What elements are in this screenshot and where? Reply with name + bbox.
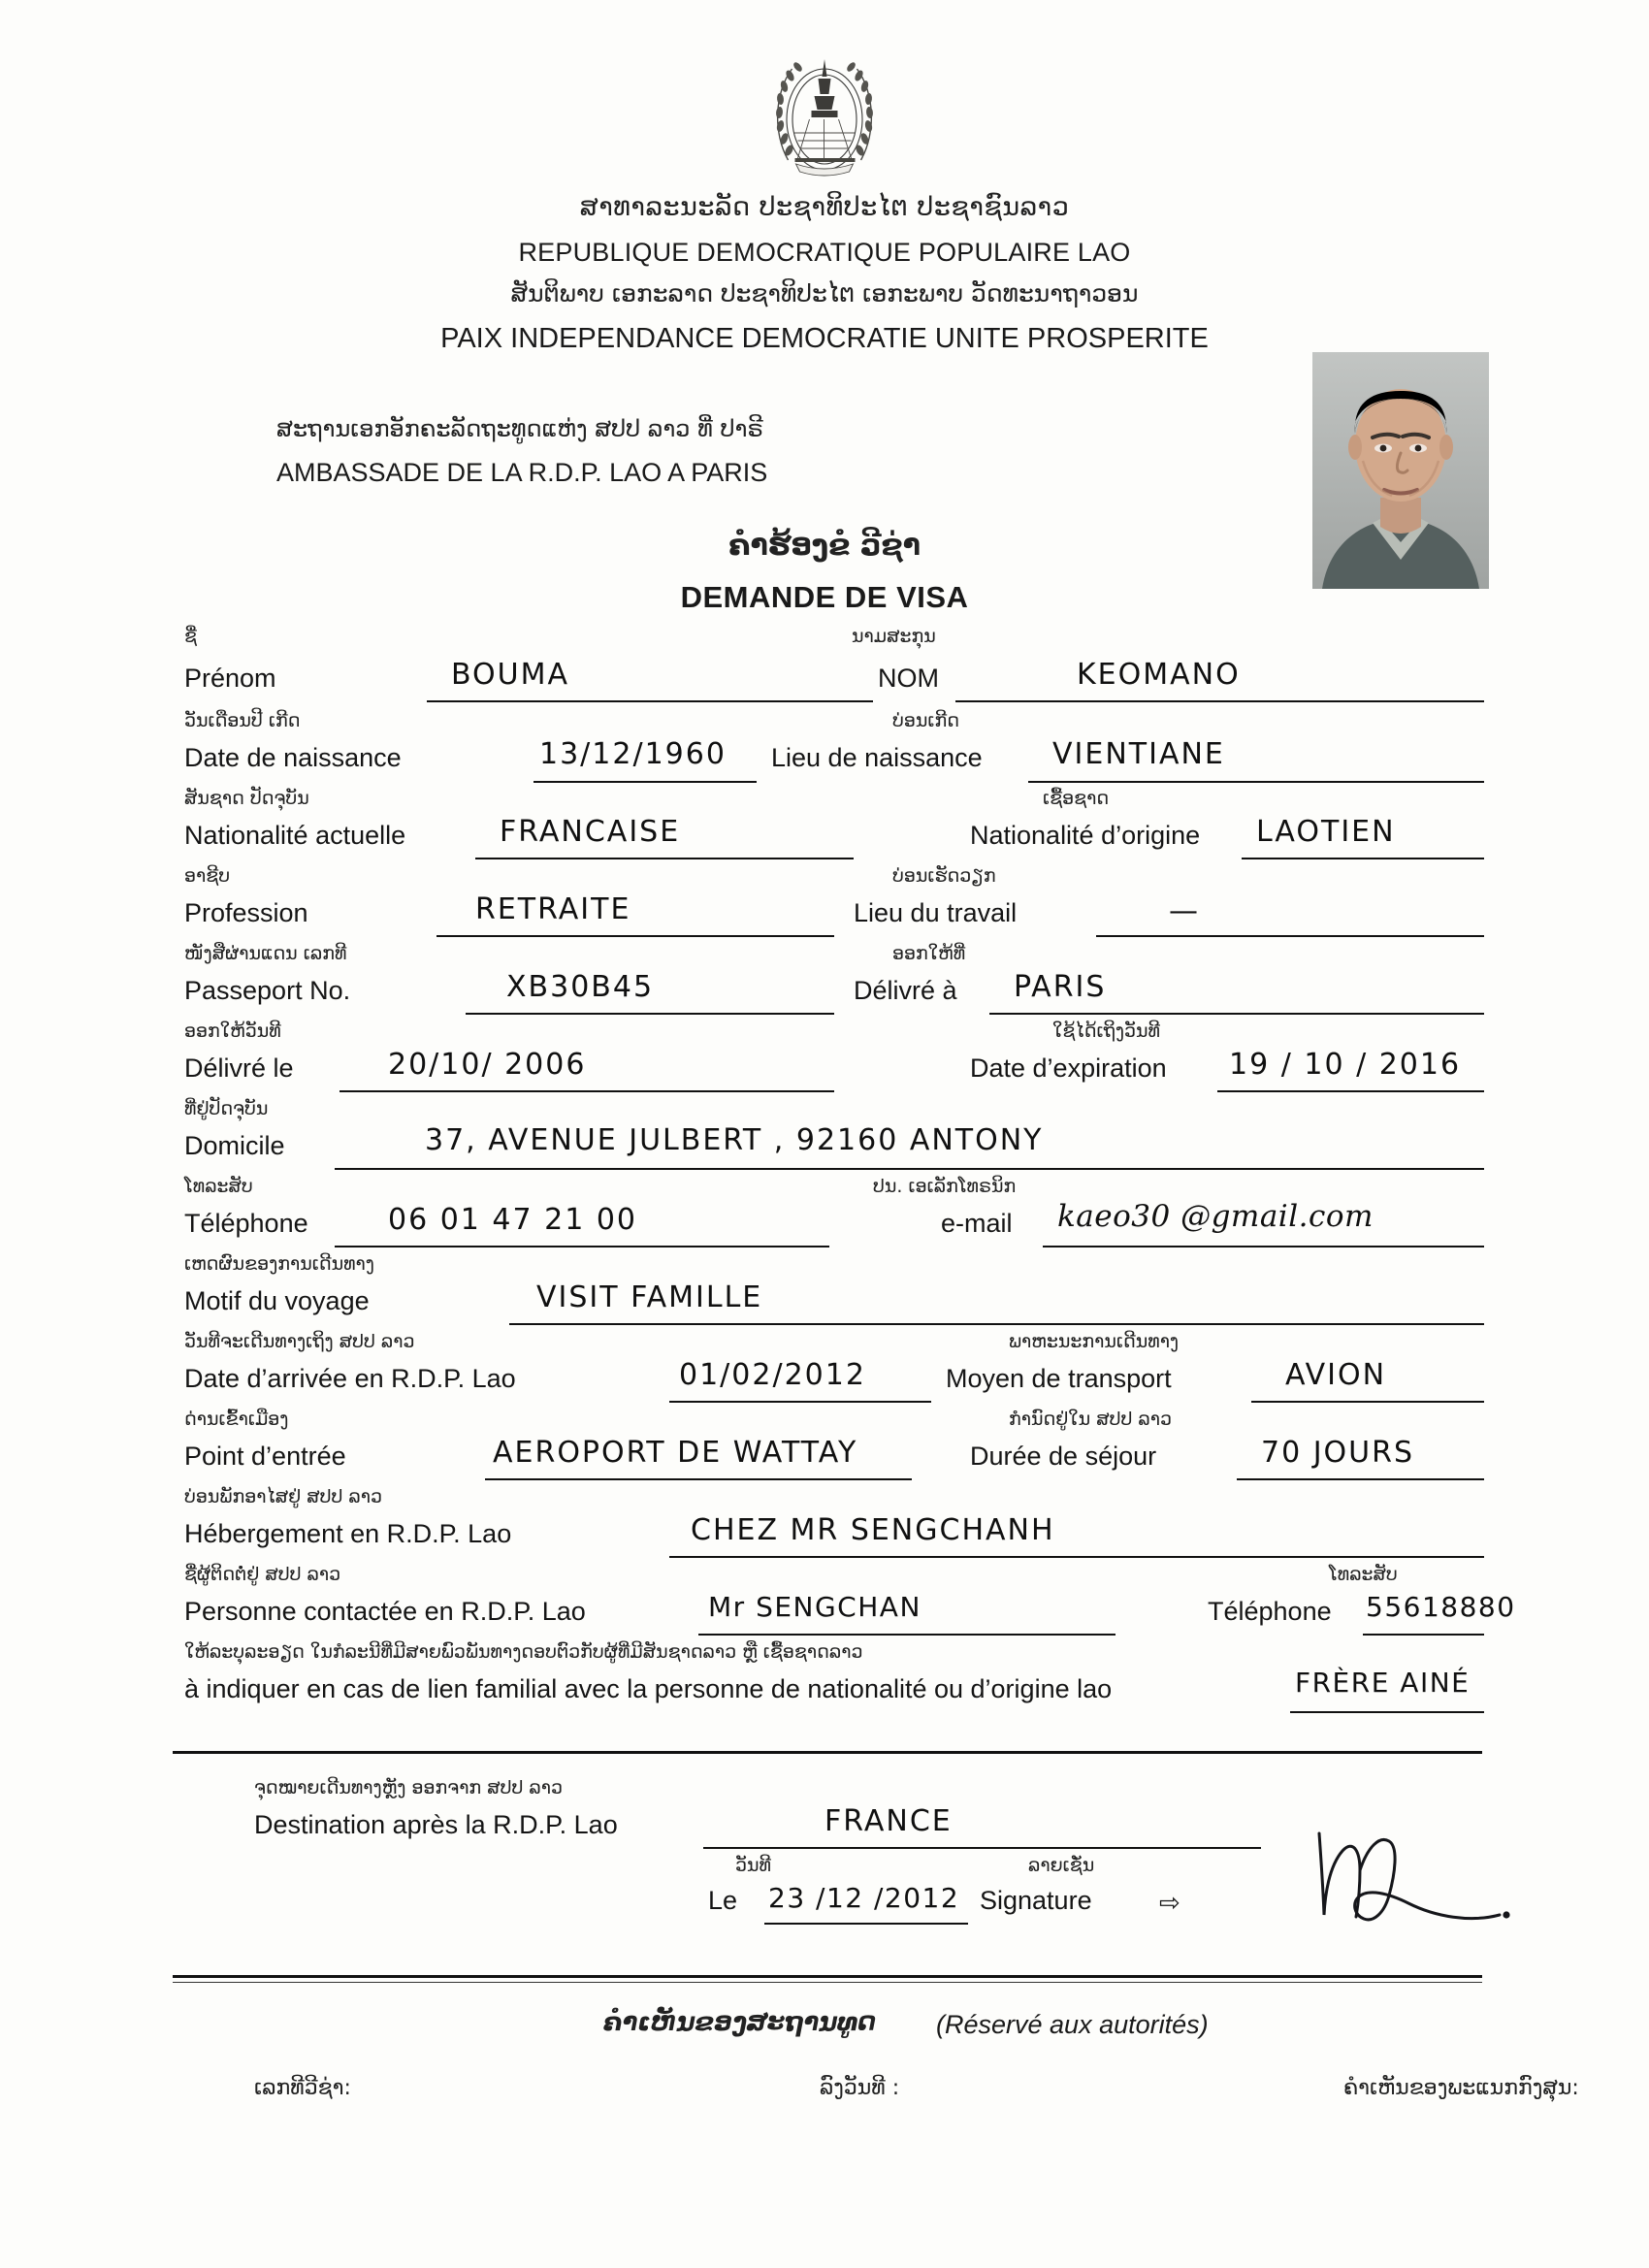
personne-contactee-label: Personne contactée en R.D.P. Lao xyxy=(184,1597,586,1626)
prenom-label: Prénom xyxy=(184,664,276,693)
hebergement-value[interactable]: CHEZ MR SENGCHANH xyxy=(691,1513,1055,1547)
delivre-a-label: Délivré à xyxy=(854,976,957,1005)
lien-familial-lao-label: ໃຫ້ລະບຸລະອຽດ ໃນກໍລະນີທີ່ມີສາຍພົວພັນທາງດອບຕົວກັບຜູ້ທີ່ມີສັນຊາດລາວ ຫຼື ເຊື້ອຊາດລາວ xyxy=(184,1641,863,1663)
signature-mark xyxy=(1300,1814,1523,1950)
nationalite-origine-value[interactable]: LAOTIEN xyxy=(1256,815,1396,849)
reserved-opinion-label: ຄຳເຫັນຂອງພະແນກກົງສຸນ: xyxy=(1343,2076,1579,2100)
delivre-le-rule xyxy=(340,1090,834,1092)
le-date-value[interactable]: 23 /12 /2012 xyxy=(768,1882,960,1914)
header-motto-fr-text: PAIX INDEPENDANCE DEMOCRATIE UNITE PROSPERITE xyxy=(440,323,1209,354)
lieu-naissance-lao-label: ບ່ອນເກີດ xyxy=(892,710,959,731)
lieu-travail-rule xyxy=(1096,935,1484,937)
point-entree-label: Point d’entrée xyxy=(184,1442,346,1471)
lieu-naissance-label: Lieu de naissance xyxy=(771,743,983,772)
prenom-lao-label: ຊື່ xyxy=(184,626,197,647)
date-arrivee-label: Date d’arrivée en R.D.P. Lao xyxy=(184,1364,516,1393)
embassy-name-fr: AMBASSADE DE LA R.D.P. LAO A PARIS xyxy=(276,458,768,487)
le-date-rule xyxy=(764,1923,968,1925)
date-arrivee-rule xyxy=(669,1401,931,1403)
reserved-lao-heading: ຄຳເຫັນຂອງສະຖານທູດ xyxy=(603,2008,876,2037)
lieu-naissance-rule xyxy=(1028,781,1484,783)
lieu-travail-lao-label: ບ່ອນເຮັດວຽກ xyxy=(892,865,996,887)
duree-sejour-value[interactable]: 70 JOURS xyxy=(1261,1436,1415,1470)
destination-label: Destination après la R.D.P. Lao xyxy=(254,1810,618,1839)
date-naissance-rule xyxy=(534,781,757,783)
date-arrivee-lao-label: ວັນທີຈະເດີນທາງເຖິງ ສປປ ລາວ xyxy=(184,1331,415,1352)
email-label: e-mail xyxy=(941,1209,1013,1238)
duree-sejour-lao-label: ກຳນົດຢູ່ໃນ ສປປ ລາວ xyxy=(1009,1409,1172,1430)
duree-sejour-rule xyxy=(1237,1478,1484,1480)
lao-national-emblem-icon xyxy=(769,44,881,189)
telephone-label: Téléphone xyxy=(184,1209,308,1238)
nationalite-origine-label: Nationalité d’origine xyxy=(970,821,1201,850)
signature-lao-label: ລາຍເຊັ່ນ xyxy=(1028,1855,1095,1876)
moyen-transport-rule xyxy=(1251,1401,1484,1403)
date-expiration-lao-label: ໃຊ້ໄດ້ເຖິງວັນທີ xyxy=(1052,1021,1160,1042)
personne-contactee-lao-label: ຊື່ຜູ້ຕິດຕໍ່ຢູ່ ສປປ ລາວ xyxy=(184,1564,341,1585)
personne-contactee-value[interactable]: Mr SENGCHAN xyxy=(708,1591,922,1623)
telephone-contact-label: Téléphone xyxy=(1208,1597,1332,1626)
profession-rule xyxy=(436,935,834,937)
section-divider-bottom xyxy=(173,1975,1482,1978)
lieu-travail-value[interactable]: — xyxy=(1169,894,1200,928)
motif-voyage-value[interactable]: VISIT FAMILLE xyxy=(536,1280,763,1314)
nationalite-actuelle-value[interactable]: FRANCAISE xyxy=(500,815,681,849)
telephone-value[interactable]: 06 01 47 21 00 xyxy=(388,1203,638,1237)
telephone-lao-label: ໂທລະສັບ xyxy=(184,1176,253,1197)
reserved-fr-heading: (Réservé aux autorités) xyxy=(936,2010,1209,2039)
le-date-lao-label: ວັນທີ xyxy=(735,1855,771,1876)
email-rule xyxy=(1043,1246,1484,1247)
moyen-transport-label: Moyen de transport xyxy=(946,1364,1172,1393)
header-country-fr: REPUBLIQUE DEMOCRATIQUE POPULAIRE LAO xyxy=(518,238,1131,267)
header-motto-fr xyxy=(0,323,1649,355)
nationalite-origine-rule xyxy=(1242,858,1484,859)
duree-sejour-label: Durée de séjour xyxy=(970,1442,1157,1471)
telephone-rule xyxy=(335,1246,829,1247)
lien-familial-rule xyxy=(1290,1711,1484,1713)
destination-rule xyxy=(703,1847,1261,1849)
prenom-value[interactable]: BOUMA xyxy=(451,658,570,692)
passeport-lao-label: ໜັງສືຜ່ານແດນ ເລກທີ xyxy=(184,943,347,964)
profession-label: Profession xyxy=(184,898,308,927)
applicant-photo xyxy=(1312,352,1489,589)
header-motto-lao: ສັນຕິພາບ ເອກະລາດ ປະຊາທິປະໄຕ ເອກະພາບ ວັດທະນາຖາວອນ xyxy=(510,279,1139,308)
nom-rule xyxy=(955,700,1484,702)
section-divider-bottom-2 xyxy=(173,1982,1482,1983)
prenom-rule xyxy=(427,700,873,702)
nom-label: NOM xyxy=(878,664,939,693)
lieu-travail-label: Lieu du travail xyxy=(854,898,1018,927)
form-title-fr: DEMANDE DE VISA xyxy=(680,580,969,614)
moyen-transport-lao-label: ພາຫະນະການເດີນທາງ xyxy=(1009,1331,1180,1352)
hebergement-lao-label: ບ່ອນພັກອາໄສຢູ່ ສປປ ລາວ xyxy=(184,1486,382,1507)
nationalite-actuelle-rule xyxy=(475,858,854,859)
motif-voyage-rule xyxy=(509,1323,1484,1325)
email-value[interactable]: kaeo30 @gmail.com xyxy=(1057,1199,1374,1234)
domicile-lao-label: ທີ່ຢູ່ປັດຈຸບັນ xyxy=(184,1098,269,1119)
destination-value[interactable]: FRANCE xyxy=(824,1804,953,1838)
point-entree-value[interactable]: AEROPORT DE WATTAY xyxy=(493,1436,858,1470)
nom-value[interactable]: KEOMANO xyxy=(1077,658,1241,692)
date-expiration-label: Date d’expiration xyxy=(970,1053,1167,1083)
nationalite-actuelle-label: Nationalité actuelle xyxy=(184,821,406,850)
passeport-rule xyxy=(466,1013,834,1015)
motif-voyage-label: Motif du voyage xyxy=(184,1286,370,1315)
personne-contactee-rule xyxy=(698,1634,1116,1636)
domicile-label: Domicile xyxy=(184,1131,285,1160)
embassy-name-lao: ສະຖານເອກອັກຄະລັດຖະທູດແຫ່ງ ສປປ ລາວ ທີ່ ປາຣີ xyxy=(276,415,763,442)
destination-lao-label: ຈຸດໝາຍເດີນທາງຫຼັງ ອອກຈາກ ສປປ ລາວ xyxy=(254,1777,563,1798)
date-expiration-value[interactable]: 19 / 10 / 2016 xyxy=(1229,1048,1462,1082)
profession-value[interactable]: RETRAITE xyxy=(475,892,631,926)
le-date-label: Le xyxy=(708,1886,738,1915)
nationalite-actuelle-lao-label: ສັນຊາດ ປັດຈຸບັນ xyxy=(184,788,309,809)
point-entree-lao-label: ດ່ານເຂົ້າເມືອງ xyxy=(184,1409,289,1430)
telephone-contact-rule xyxy=(1363,1634,1484,1636)
delivre-le-value[interactable]: 20/10/ 2006 xyxy=(388,1048,587,1082)
delivre-a-lao-label: ອອກໃຫ້ທີ່ xyxy=(892,943,966,964)
passeport-label: Passeport No. xyxy=(184,976,351,1005)
motif-voyage-lao-label: ເຫດຜົນຂອງການເດີນທາງ xyxy=(184,1253,374,1275)
nationalite-origine-lao-label: ເຊື້ອຊາດ xyxy=(1043,788,1110,809)
hebergement-label: Hébergement en R.D.P. Lao xyxy=(184,1519,512,1548)
point-entree-rule xyxy=(485,1478,912,1480)
delivre-le-lao-label: ອອກໃຫ້ວັນທີ xyxy=(184,1021,281,1042)
email-lao-label: ປນ. ເອເລັກໂທຣນິກ xyxy=(873,1176,1017,1197)
passeport-value[interactable]: XB30B45 xyxy=(506,970,655,1004)
profession-lao-label: ອາຊີບ xyxy=(184,865,231,887)
telephone-contact-lao-label: ໂທລະສັບ xyxy=(1329,1564,1398,1585)
form-title-lao: ຄຳຮ້ອງຂໍ ວີຊ່າ xyxy=(728,529,921,563)
hebergement-rule xyxy=(669,1556,1484,1558)
nom-lao-label: ນາມສະກຸນ xyxy=(852,626,936,647)
lien-familial-value[interactable]: FRÈRE AINÉ xyxy=(1295,1667,1471,1699)
date-naissance-lao-label: ວັນເດືອນປີ ເກີດ xyxy=(184,710,301,731)
delivre-a-rule xyxy=(989,1013,1484,1015)
signature-arrow-icon: ⇨ xyxy=(1159,1888,1180,1917)
date-naissance-label: Date de naissance xyxy=(184,743,402,772)
telephone-contact-value[interactable]: 55618880 xyxy=(1366,1591,1516,1623)
section-divider-top xyxy=(173,1751,1482,1754)
header-country-lao: ສາທາລະນະລັດ ປະຊາທິປະໄຕ ປະຊາຊົນລາວ xyxy=(579,192,1070,222)
reserved-date-label: ລົງວັນທີ : xyxy=(820,2076,900,2100)
domicile-value[interactable]: 37, AVENUE JULBERT , 92160 ANTONY xyxy=(425,1123,1044,1157)
moyen-transport-value[interactable]: AVION xyxy=(1285,1358,1387,1392)
signature-label: Signature xyxy=(980,1886,1092,1915)
lieu-naissance-value[interactable]: VIENTIANE xyxy=(1052,737,1225,771)
delivre-le-label: Délivré le xyxy=(184,1053,294,1083)
delivre-a-value[interactable]: PARIS xyxy=(1014,970,1107,1004)
date-expiration-rule xyxy=(1217,1090,1484,1092)
lien-familial-label: à indiquer en cas de lien familial avec la personne de nationalité ou d’origine lao xyxy=(184,1674,1113,1703)
reserved-visa-number-label: ເລກທີວີຊ່າ: xyxy=(254,2076,351,2100)
domicile-rule xyxy=(335,1168,1484,1170)
date-naissance-value[interactable]: 13/12/1960 xyxy=(539,737,727,771)
date-arrivee-value[interactable]: 01/02/2012 xyxy=(679,1358,866,1392)
